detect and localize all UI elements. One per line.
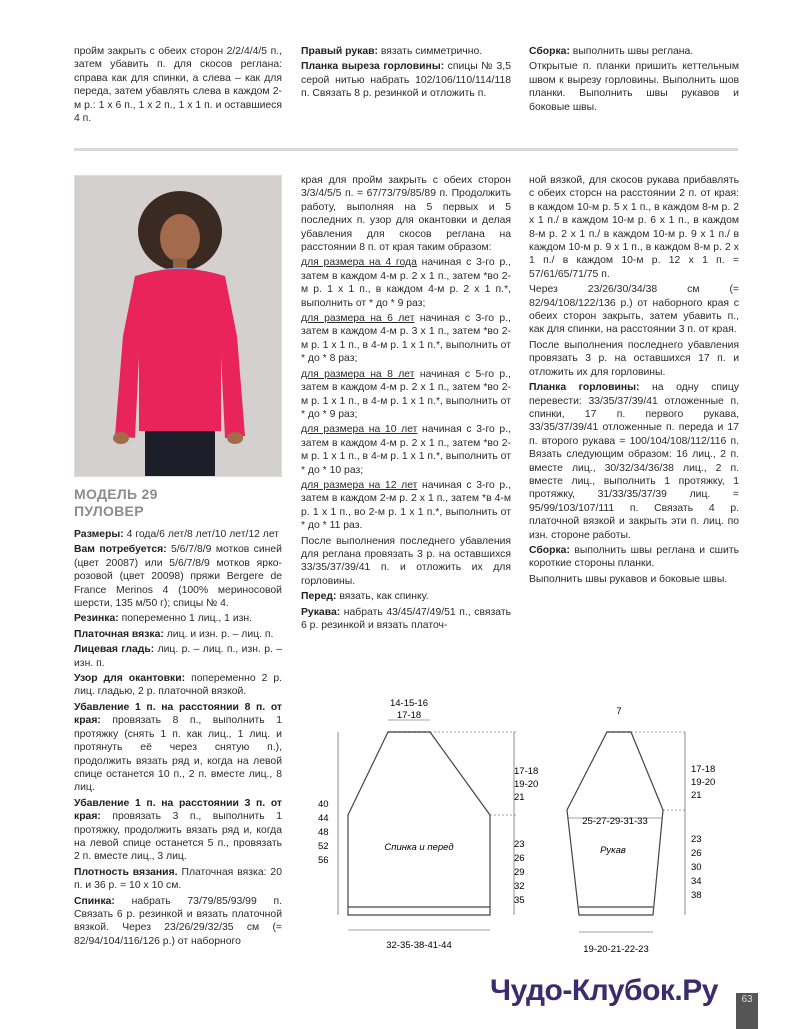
- d1-side-length-label: 32: [514, 881, 525, 892]
- size-10-label: для размера на 10 лет: [301, 424, 418, 436]
- d1-piece-label: Спинка и перед: [384, 842, 454, 853]
- d1-top-width-2: 17-18: [396, 710, 422, 721]
- model-name: ПУЛОВЕР: [74, 503, 144, 519]
- d2-mid-width: 25-27-29-31-33: [582, 816, 648, 827]
- left-paragraph: [74, 628, 282, 641]
- right-sleeve-text: вязать симметрично.: [377, 46, 483, 57]
- neckband-text: на одну спицу перевести: 33/35/37/39/41 отложенные п. спинки, 17 п. первого рукава, 33/35/37/39/41 отложенные п. переда и 17 п. второго рукава = 100/104/108/112/116 п. Вязать следующим образом: 16 лиц., 2 п. вместе лиц., 30/32/34/36/38 лиц., 2 п. вместе лиц., выполнить 1 протяжку, 1 протяжку, 31/33/35/37/39 лиц. = 95/99/103/107/111 п. Связать 4 р. платочной вязкой и закрыть эти п. лиц. по изн. стороне работы.: [529, 382, 739, 541]
- top-col-3: [529, 45, 739, 116]
- left-paragraph: [74, 543, 282, 610]
- d1-raglan-3: 21: [514, 792, 525, 803]
- after-decrease-text: После выполнения последнего убавления для реглана провязать 3 р. на оставшихся 33/35/37/39/41 п. и отложить их для горловины.: [301, 535, 511, 587]
- left-text: провязать 8 п., выполнить 1 протяжку (снять 1 п. как лиц., 1 лиц. и протянуть её через снятую п.), продолжить вязать ряд и, когда на левой спице останется 10 п., 2 п. вместе лиц., 8 лиц.: [74, 715, 282, 794]
- left-paragraph: [74, 895, 282, 949]
- d2-raglan-3: 21: [691, 790, 702, 801]
- top-col-1-text: пройм закрыть с обеих сторон 2/2/4/4/5 п., затем убавить п. для скосов реглана: справа как для спинки, а слева – как для переда, затем убавлять слева в каждом 2-м р.: 1 х 6 п., 1 х 2 п., 1 х 1 п. и оставшиеся 4 п.: [74, 46, 282, 125]
- assembly-text-2: Открытые п. планки пришить кеттельным швом к вырезу горловины. Выполнить шов планки. Выполнить швы рукавов и боковые швы.: [529, 61, 739, 113]
- d2-bottom-width: 19-20-21-22-23: [583, 944, 649, 955]
- left-label: Вам потребуется:: [74, 544, 167, 556]
- left-text: провязать 3 п., выполнить 1 протяжку, продолжить вязать ряд и, когда на левой спице останется 5 п., провязать 2 п. вместе лиц., 3 лиц.: [74, 811, 282, 863]
- neck-band-label: Планка выреза горловины:: [301, 61, 445, 73]
- d2-sleeve-length-label: 23: [691, 834, 702, 845]
- back-armhole-text: края для пройм закрыть с обеих сторон 3/3/4/5/5 п. = 67/73/79/85/89 п. Продолжить работу, выполняя на 5 первых и 5 последних п. узор для окантовки и делая убавления для скосов реглана на расстоянии 8 п. от края таким образом:: [301, 175, 511, 254]
- left-text: лиц. р. – лиц. п., изн. р. – изн. п.: [74, 644, 282, 669]
- d1-length-label: 52: [318, 841, 329, 852]
- left-label: Размеры:: [74, 529, 124, 540]
- right-column: [529, 174, 739, 588]
- left-text: набрать 73/79/85/93/99 п. Связать 6 р. резинкой и вязать платочной вязкой. Через 23/26/29/32/35 см (= 82/94/104/116/126 р.) от наборного: [74, 895, 282, 947]
- d2-raglan-2: 19-20: [691, 777, 716, 788]
- front-paragraph: [301, 590, 511, 603]
- final-assembly-paragraph: [529, 544, 739, 571]
- left-label: Лицевая гладь:: [74, 644, 155, 656]
- middle-column: [301, 174, 511, 634]
- sleeve-increase-text: ной вязкой, для скосов рукава прибавлять с обеих сторсн на расстоянии 2 п. от края: в каждом 10-м р. 5 х 1 п., в каждом 8-м р. 2 х 1 п./ в каждом 10-м р. 6 х 1 п., в каждом 8-м р. 2 х 1 п./ в каждом 10-м р. 9 х 1 п./ в каждом 10-м р. 9 х 1 п., в каждом 8-м р. 2 х 1 п./ в каждом 10-м р. 12 х 1 п. = 57/61/65/71/75 п.: [529, 175, 739, 280]
- d2-sleeve-length-label: 38: [691, 890, 702, 901]
- size-6-paragraph: [301, 312, 511, 366]
- left-paragraph: [74, 643, 282, 670]
- left-label: Спинка:: [74, 895, 115, 907]
- sleeve-armhole-text: Через 23/26/30/34/38 см (= 82/94/108/122/136 р.) от наборного края с обеих сторон закрыть, затем убавить п., как для спинки, на расстоянии 3 п. от края.: [529, 284, 739, 336]
- left-text: попеременно 2 р. лиц. гладью, 2 р. платочной вязкой.: [74, 673, 282, 698]
- size-12-text: начиная с 3-го р., затем в каждом 2-м р. 2 х 1 п., затем *в 4-м р. 1 х 1 п., во 2-м р. 1 х 1 п.*, выполнить от * до * 11 раз.: [301, 479, 511, 532]
- d1-top-width-1: 14-15-16: [389, 698, 429, 709]
- left-text: 5/6/7/8/9 мотков синей (цвет 20087) или 5/6/7/8/9 мотков ярко-розовой (цвет 20098) пряжи Bergere de France Merinos 4 (100% мериносовой шерсти, 135 м/50 г); спицы № 4.: [74, 544, 282, 610]
- d2-piece-label: Рукав: [600, 845, 626, 856]
- size-4-paragraph: [301, 256, 511, 310]
- d1-side-length-label: 35: [514, 895, 525, 906]
- size-10-text: начиная с 3-го р., затем в каждом 4-м р. 2 х 1 п., затем *во 2-м р. 1 х 1 п., в 4-м р. 1 х 1 п.*, выполнить от * до * 10 раз;: [301, 424, 511, 476]
- d2-sleeve-length-label: 26: [691, 848, 702, 859]
- d1-side-length-label: 26: [514, 853, 525, 864]
- size-12-label: для размера на 12 лет: [301, 479, 418, 491]
- page-number: 63: [736, 993, 758, 1029]
- model-number: МОДЕЛЬ 29: [74, 486, 158, 502]
- size-6-label: для размера на 6 лет: [301, 313, 415, 325]
- d2-sleeve-length-label: 30: [691, 862, 702, 873]
- model-photo: [74, 175, 282, 477]
- final-assembly-text: выполнить швы реглана и сшить короткие стороны планки.: [529, 544, 739, 570]
- sleeves-paragraph: [301, 606, 511, 633]
- assembly-paragraph: [529, 45, 739, 58]
- d1-length-label: 48: [318, 827, 329, 838]
- sleeves-text: набрать 43/45/47/49/51 п., связать 6 р. резинкой и вязать платоч-: [301, 606, 511, 631]
- front-label: Перед:: [301, 591, 337, 603]
- left-text: Платочная вязка: 20 п. и 36 р. = 10 х 10 см.: [74, 866, 282, 892]
- left-label: Плотность вязания.: [74, 866, 178, 878]
- size-10-paragraph: [301, 423, 511, 477]
- sleeves-label: Рукава:: [301, 606, 341, 618]
- left-paragraph: [74, 797, 282, 864]
- d2-top-width: 7: [616, 706, 622, 717]
- site-logo: Чудо-Клубок.Ру: [490, 974, 718, 1007]
- d1-bottom-width: 32-35-38-41-44: [386, 940, 452, 951]
- left-text: попеременно 1 лиц., 1 изн.: [118, 613, 253, 625]
- top-col-2: [301, 45, 511, 103]
- left-label: Убавление 1 п. на расстоянии 8 п. от края:: [74, 701, 282, 727]
- left-label: Убавление 1 п. на расстоянии 3 п. от края:: [74, 797, 282, 823]
- final-seams-text: Выполнить швы рукавов и боковые швы.: [529, 573, 728, 585]
- sleeve-schematic: [555, 700, 755, 962]
- size-12-paragraph: [301, 479, 511, 533]
- left-text: 4 года/6 лет/8 лет/10 лет/12 лет: [123, 529, 280, 540]
- d2-raglan-1: 17-18: [691, 764, 716, 775]
- left-paragraph: [74, 612, 282, 625]
- left-label: Узор для окантовки:: [74, 673, 186, 685]
- left-paragraph: [74, 866, 282, 893]
- d1-raglan-1: 17-18: [514, 766, 539, 777]
- left-column: [74, 528, 282, 950]
- front-text: вязать, как спинку.: [336, 591, 429, 603]
- left-paragraph: [74, 701, 282, 795]
- assembly-text: выполнить швы реглана.: [569, 46, 694, 57]
- size-8-text: начиная с 5-го р., затем в каждом 4-м р. 2 х 1 п., затем *во 2-м р. 1 х 1 п., в 4-м р. 1 х 1 п.*, выполнить от * до * 9 раз;: [301, 368, 511, 420]
- d2-sleeve-length-label: 34: [691, 876, 702, 887]
- left-paragraph: [74, 672, 282, 699]
- neckband-label: Планка горловины:: [529, 382, 640, 394]
- left-text: лиц. и изн. р. – лиц. п.: [163, 628, 274, 640]
- d1-side-length-label: 23: [514, 839, 525, 850]
- right-sleeve-paragraph: [301, 45, 511, 58]
- d1-raglan-2: 19-20: [514, 779, 539, 790]
- d1-length-label: 56: [318, 855, 329, 866]
- section-divider: [74, 148, 738, 151]
- d1-length-label: 40: [318, 799, 329, 810]
- neck-band-paragraph: [301, 60, 511, 100]
- size-8-label: для размера на 8 лет: [301, 368, 415, 380]
- sleeve-last-decrease-text: После выполнения последнего убавления провязать 3 р. на оставшихся 17 п. и отложить их для горловины.: [529, 339, 739, 378]
- size-4-text: начиная с 3-го р., затем в каждом 4-м р. 2 х 1 п., затем *во 2-м р. 1 х 1 п., в каждом 4-м р. 2 х 1 п.*, выполнить от * до * 9 раз;: [301, 257, 512, 309]
- size-4-label: для размера на 4 года: [301, 257, 417, 269]
- body-schematic: [300, 690, 550, 960]
- girl-in-sweater-illustration: [75, 176, 281, 476]
- top-col-1: [74, 45, 282, 127]
- d1-side-length-label: 29: [514, 867, 525, 878]
- neck-band-text: спицы № 3,5 серой нитью набрать 102/106/110/114/118 п. Связать 8 р. резинкой и отложить п.: [301, 61, 511, 100]
- neckband-paragraph: [529, 381, 739, 542]
- assembly-label: Сборка:: [529, 46, 570, 57]
- size-8-paragraph: [301, 368, 511, 422]
- d1-length-label: 44: [318, 813, 329, 824]
- model-title: [74, 486, 158, 520]
- right-sleeve-label: Правый рукав:: [301, 46, 378, 57]
- left-label: Резинка:: [74, 613, 119, 625]
- left-paragraph: [74, 528, 282, 541]
- left-label: Платочная вязка:: [74, 628, 164, 640]
- size-6-text: начиная с 3-го р., затем в каждом 4-м р. 3 х 1 п., затем *во 2-м р. 1 х 1 п., в 4-м р. 1 х 1 п.*, выполнить от * до * 8 раз;: [301, 313, 511, 365]
- final-assembly-label: Сборка:: [529, 544, 570, 556]
